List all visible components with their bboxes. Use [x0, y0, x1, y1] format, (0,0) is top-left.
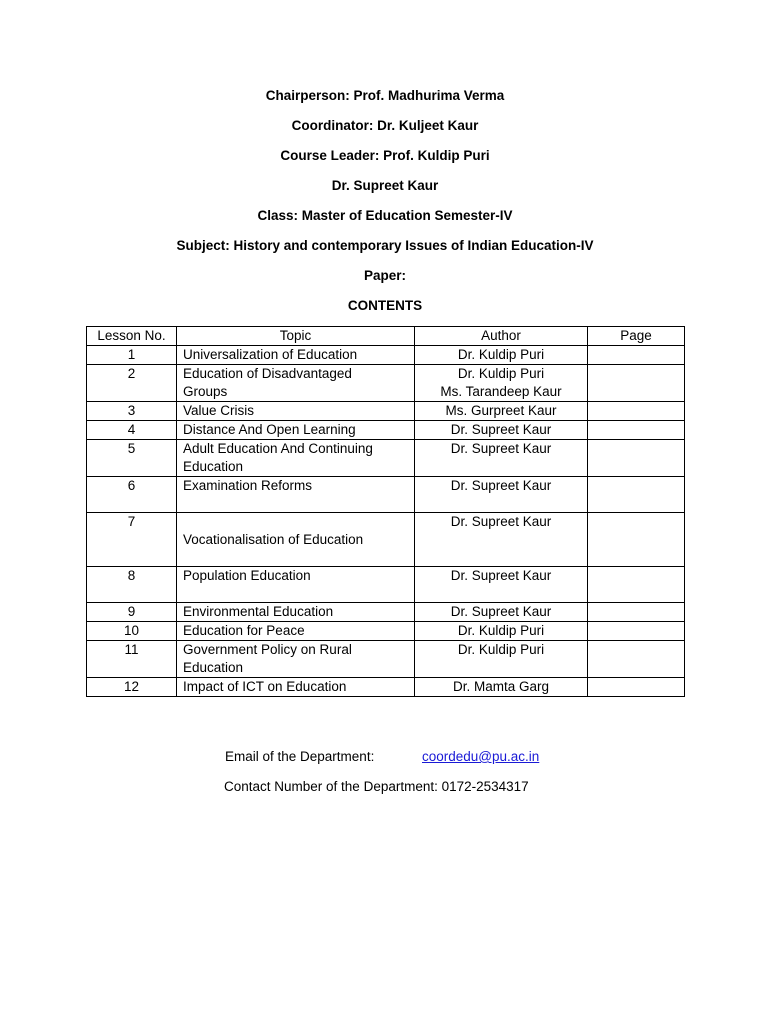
topic-line: Distance And Open Learning — [183, 422, 356, 437]
contents-title: CONTENTS — [347, 298, 423, 313]
table-row — [87, 440, 685, 477]
lesson-topic — [177, 513, 415, 567]
author-line: Dr. Supreet Kaur — [450, 422, 552, 437]
lesson-topic — [177, 622, 415, 641]
coordinator-line: Coordinator: Dr. Kuljeet Kaur — [291, 118, 479, 133]
topic-line: Education — [183, 459, 244, 474]
table-row — [87, 421, 685, 440]
lesson-number: 5 — [87, 440, 177, 477]
author-line: Dr. Kuldip Puri — [457, 623, 545, 638]
table-row — [87, 622, 685, 641]
header-author: Author — [415, 327, 588, 346]
topic-line: Vocationalisation of Education — [183, 532, 364, 547]
lesson-author — [415, 346, 588, 365]
lesson-topic — [177, 365, 415, 402]
lesson-topic — [177, 346, 415, 365]
department-email-link[interactable]: coordedu@pu.ac.in — [422, 749, 540, 764]
topic-line: Environmental Education — [183, 604, 334, 619]
author-line: Dr. Supreet Kaur — [450, 514, 552, 529]
table-row — [87, 513, 685, 567]
lesson-topic — [177, 440, 415, 477]
topic-line: Education of Disadvantaged — [183, 366, 352, 381]
lesson-page — [588, 402, 685, 421]
lesson-number: 1 — [87, 346, 177, 365]
lesson-topic — [177, 421, 415, 440]
lesson-page — [588, 678, 685, 697]
header-lesson-no: Lesson No. — [87, 327, 177, 346]
contents-table — [86, 326, 685, 697]
lesson-topic — [177, 641, 415, 678]
subject-line: Subject: History and contemporary Issues of Indian Education-IV — [176, 238, 594, 253]
topic-line: Value Crisis — [183, 403, 255, 418]
lesson-topic — [177, 402, 415, 421]
topic-line: Groups — [183, 384, 228, 399]
paper-line: Paper: — [363, 268, 407, 283]
author-line: Dr. Kuldip Puri — [457, 642, 545, 657]
table-row — [87, 402, 685, 421]
table-row — [87, 567, 685, 603]
topic-line: Government Policy on Rural — [183, 642, 352, 657]
lesson-number: 9 — [87, 603, 177, 622]
author-line: Ms. Tarandeep Kaur — [440, 384, 562, 399]
header-page: Page — [588, 327, 685, 346]
lesson-page — [588, 513, 685, 567]
lesson-page — [588, 346, 685, 365]
topic-line: Education — [183, 660, 244, 675]
lesson-page — [588, 603, 685, 622]
lesson-number: 8 — [87, 567, 177, 603]
table-row — [87, 346, 685, 365]
author-line: Dr. Mamta Garg — [452, 679, 550, 694]
lesson-page — [588, 421, 685, 440]
table-row — [87, 365, 685, 402]
lesson-author — [415, 477, 588, 513]
topic-line: Universalization of Education — [183, 347, 358, 362]
lesson-number: 2 — [87, 365, 177, 402]
topic-line: Examination Reforms — [183, 478, 313, 493]
lesson-author — [415, 678, 588, 697]
lesson-page — [588, 477, 685, 513]
lesson-topic — [177, 567, 415, 603]
topic-line: Adult Education And Continuing — [183, 441, 373, 456]
lesson-author — [415, 402, 588, 421]
author-line: Dr. Supreet Kaur — [450, 604, 552, 619]
co-leader-line: Dr. Supreet Kaur — [331, 178, 439, 193]
lesson-number: 7 — [87, 513, 177, 567]
chairperson-line: Chairperson: Prof. Madhurima Verma — [265, 88, 505, 103]
lesson-page — [588, 365, 685, 402]
lesson-number: 10 — [87, 622, 177, 641]
author-line: Dr. Supreet Kaur — [450, 568, 552, 583]
lesson-number: 4 — [87, 421, 177, 440]
lesson-number: 11 — [87, 641, 177, 678]
lesson-author — [415, 567, 588, 603]
lesson-author — [415, 365, 588, 402]
table-header-row — [87, 327, 685, 346]
lesson-author — [415, 513, 588, 567]
email-label: Email of the Department: — [225, 749, 375, 764]
lesson-author — [415, 622, 588, 641]
lesson-number: 3 — [87, 402, 177, 421]
lesson-page — [588, 622, 685, 641]
lesson-topic — [177, 678, 415, 697]
lesson-author — [415, 641, 588, 678]
author-line: Dr. Supreet Kaur — [450, 441, 552, 456]
lesson-author — [415, 421, 588, 440]
contents-table-body — [87, 346, 685, 697]
lesson-topic — [177, 477, 415, 513]
lesson-page — [588, 567, 685, 603]
author-line: Dr. Supreet Kaur — [450, 478, 552, 493]
lesson-topic — [177, 603, 415, 622]
table-row — [87, 678, 685, 697]
class-line: Class: Master of Education Semester-IV — [257, 208, 513, 223]
lesson-author — [415, 603, 588, 622]
lesson-number: 12 — [87, 678, 177, 697]
course-leader-line: Course Leader: Prof. Kuldip Puri — [280, 148, 490, 163]
contact-number: Contact Number of the Department: 0172-2534317 — [224, 779, 529, 794]
lesson-author — [415, 440, 588, 477]
table-row — [87, 641, 685, 678]
topic-line: Population Education — [183, 568, 311, 583]
lesson-page — [588, 641, 685, 678]
table-row — [87, 603, 685, 622]
topic-line: Education for Peace — [183, 623, 305, 638]
author-line: Dr. Kuldip Puri — [457, 366, 545, 381]
table-row — [87, 477, 685, 513]
lesson-number: 6 — [87, 477, 177, 513]
topic-line: Impact of ICT on Education — [183, 679, 347, 694]
header-topic: Topic — [177, 327, 415, 346]
author-line: Dr. Kuldip Puri — [457, 347, 545, 362]
author-line: Ms. Gurpreet Kaur — [445, 403, 557, 418]
lesson-page — [588, 440, 685, 477]
